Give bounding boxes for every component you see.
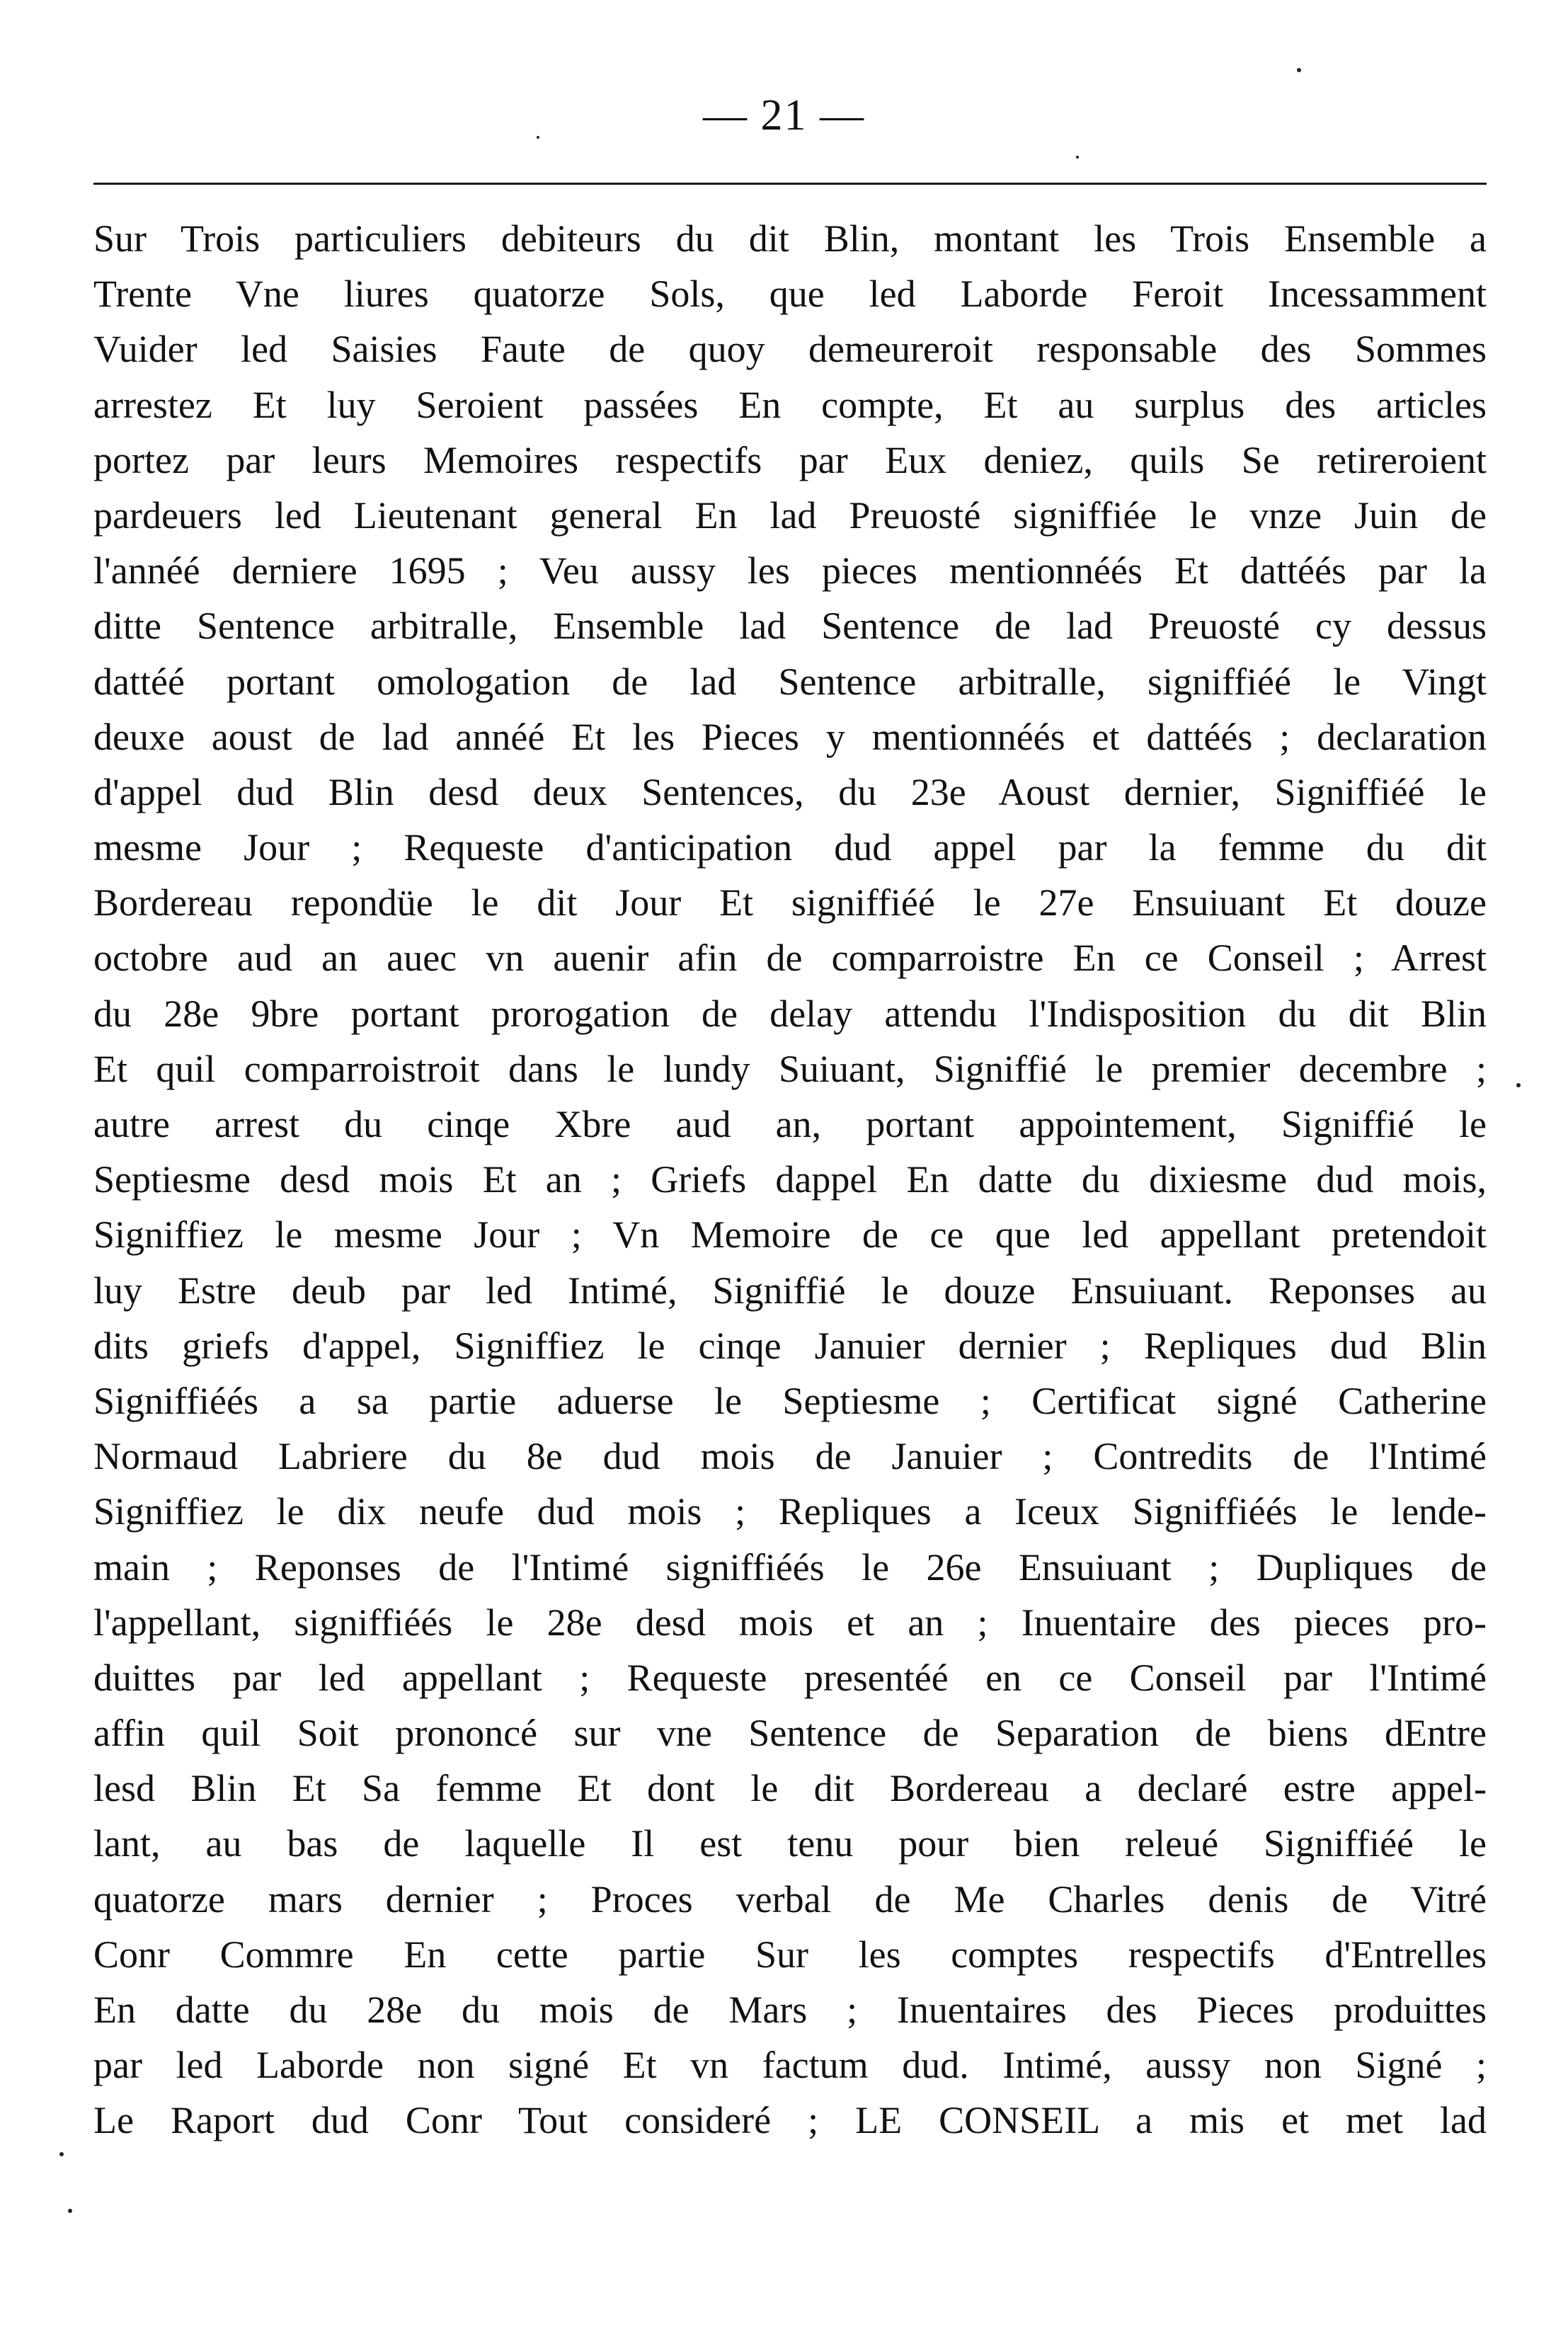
text-line: Vuider led Saisies Faute de quoy demeureroit responsable des Sommes <box>93 328 1487 371</box>
text-line: arrestez Et luy Seroient passées En compte, Et au surplus des articles <box>93 383 1487 426</box>
text-line: portez par leurs Memoires respectifs par Eux deniez, quils Se retireroient <box>93 438 1487 481</box>
body-text <box>93 211 1487 2149</box>
text-line: Signiffiéés a sa partie aduerse le Septiesme ; Certificat signé Catherine <box>93 1379 1487 1422</box>
scan-speck <box>59 2152 64 2156</box>
scan-speck <box>1076 156 1079 159</box>
text-line: mesme Jour ; Requeste d'anticipation dud appel par la femme du dit <box>93 826 1487 869</box>
text-line: Sur Trois particuliers debiteurs du dit Blin, montant les Trois Ensemble a <box>93 217 1487 260</box>
text-line: par led Laborde non signé Et vn factum dud. Intimé, aussy non Signé ; <box>93 2044 1487 2087</box>
text-line: lesd Blin Et Sa femme Et dont le dit Bordereau a declaré estre appel- <box>93 1767 1487 1810</box>
text-line: luy Estre deub par led Intimé, Signiffié le douze Ensuiuant. Reponses au <box>93 1269 1487 1312</box>
text-line: Signiffiez le mesme Jour ; Vn Memoire de ce que led appellant pretendoit <box>93 1213 1487 1257</box>
text-line: Le Raport dud Conr Tout consideré ; LE CONSEIL a mis et met lad <box>93 2099 1487 2142</box>
text-line: main ; Reponses de l'Intimé signiffiéés le 26e Ensuiuant ; Dupliques de <box>93 1545 1487 1589</box>
text-line: l'annéé derniere 1695 ; Veu aussy les pieces mentionnéés Et dattéés par la <box>93 549 1487 593</box>
text-line: du 28e 9bre portant prorogation de delay attendu l'Indisposition du dit Blin <box>93 992 1487 1035</box>
text-line: lant, au bas de laquelle Il est tenu pour bien releué Signiffiéé le <box>93 1822 1487 1865</box>
text-line: Conr Commre En cette partie Sur les comptes respectifs d'Entrelles <box>93 1933 1487 1976</box>
text-line: autre arrest du cinqe Xbre aud an, portant appointement, Signiffié le <box>93 1103 1487 1145</box>
text-line: quatorze mars dernier ; Proces verbal de Me Charles denis de Vitré <box>93 1877 1487 1921</box>
scan-speck <box>1516 1083 1521 1087</box>
scan-speck <box>1297 68 1301 72</box>
page-number: — 21 — <box>703 91 865 139</box>
text-line: dattéé portant omologation de lad Sentence arbitralle, signiffiéé le Vingt <box>93 660 1487 703</box>
text-line: Et quil comparroistroit dans le lundy Suiuant, Signiffié le premier decembre ; <box>93 1047 1487 1090</box>
scan-speck <box>537 136 539 139</box>
header-rule <box>93 183 1487 185</box>
text-line: d'appel dud Blin desd deux Sentences, du 23e Aoust dernier, Signiffiéé le <box>93 770 1487 813</box>
text-line: dits griefs d'appel, Signiffiez le cinqe Januier dernier ; Repliques dud Blin <box>93 1324 1487 1367</box>
text-line: l'appellant, signiffiéés le 28e desd mois et an ; Inuentaire des pieces pro- <box>93 1601 1487 1644</box>
text-line: deuxe aoust de lad annéé Et les Pieces y mentionnéés et dattéés ; declaration <box>93 715 1487 758</box>
text-line: affin quil Soit prononcé sur vne Sentence de Separation de biens dEntre <box>93 1712 1487 1755</box>
text-line: octobre aud an auec vn auenir afin de comparroistre En ce Conseil ; Arrest <box>93 937 1487 980</box>
scan-speck <box>68 2209 72 2213</box>
text-line: duittes par led appellant ; Requeste presentéé en ce Conseil par l'Intimé <box>93 1656 1487 1699</box>
text-line: Septiesme desd mois Et an ; Griefs dappel En datte du dixiesme dud mois, <box>93 1158 1487 1201</box>
text-line: Trente Vne liures quatorze Sols, que led Laborde Feroit Incessamment <box>93 273 1487 316</box>
text-line: pardeuers led Lieutenant general En lad Preuosté signiffiée le vnze Juin de <box>93 493 1487 537</box>
text-line: En datte du 28e du mois de Mars ; Inuentaires des Pieces produittes <box>93 1989 1487 2031</box>
text-line: Bordereau repondüe le dit Jour Et signiffiéé le 27e Ensuiuant Et douze <box>93 881 1487 925</box>
text-line: ditte Sentence arbitralle, Ensemble lad Sentence de lad Preuosté cy dessus <box>93 605 1487 648</box>
text-line: Normaud Labriere du 8e dud mois de Januier ; Contredits de l'Intimé <box>93 1435 1487 1478</box>
text-line: Signiffiez le dix neufe dud mois ; Repliques a Iceux Signiffiéés le lende- <box>93 1490 1487 1533</box>
